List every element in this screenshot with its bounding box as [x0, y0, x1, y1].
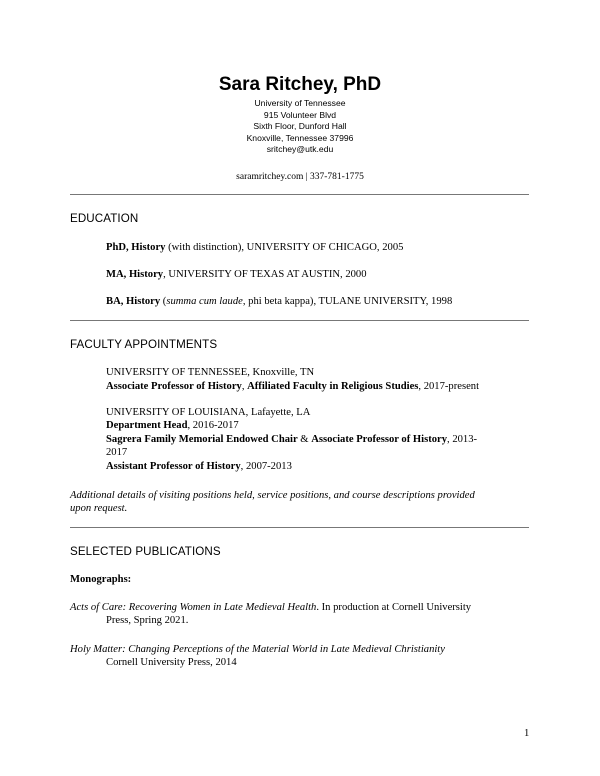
monographs-label — [70, 573, 131, 586]
author-name: Sara Ritchey, PhD — [218, 74, 382, 95]
title: Assistant Professor of History — [106, 461, 241, 472]
years: , 2013- — [447, 434, 478, 445]
publication-item — [70, 601, 471, 614]
appointment-chair-years: 2017 — [106, 447, 128, 458]
degree: BA, History — [106, 296, 161, 307]
publication-title: Holy Matter: Changing Perceptions of the Material World in Late Medieval Christianity — [70, 644, 445, 655]
publication-item-cont: Press, Spring 2021. — [106, 615, 189, 626]
note-line: upon request. — [70, 503, 128, 514]
page-number: 1 — [524, 728, 530, 739]
publication-title: Acts of Care: Recovering Women in Late Medieval Health — [70, 602, 317, 613]
appointment-tennessee — [106, 380, 479, 393]
faculty-note — [70, 502, 127, 515]
address-line: Knoxville, Tennessee 37996 — [246, 132, 354, 143]
publication-item-cont: Cornell University Press, 2014 — [106, 657, 237, 668]
faculty-note — [70, 489, 475, 502]
label: Monographs: — [70, 574, 132, 585]
title: Associate Professor of History — [311, 434, 448, 445]
appointment-assistant — [106, 460, 292, 473]
institution-tennessee: UNIVERSITY OF TENNESSEE, Knoxville, TN — [106, 367, 315, 378]
divider — [70, 527, 529, 528]
note-line: Additional details of visiting positions held, service positions, and course descriptions provided — [70, 490, 475, 501]
education-ba — [106, 295, 452, 308]
degree-details: , phi beta kappa), TULANE UNIVERSITY, 1998 — [242, 296, 453, 307]
degree: PhD, History — [106, 242, 166, 253]
title: Sagrera Family Memorial Endowed Chair — [106, 434, 298, 445]
degree-details: (with distinction), UNIVERSITY OF CHICAGO, 2005 — [165, 242, 404, 253]
publication-details: . In production at Cornell University — [316, 602, 472, 613]
years: , 2017-present — [418, 381, 480, 392]
publication-item — [70, 643, 445, 656]
appointment-dept-head — [106, 419, 239, 432]
divider — [70, 194, 529, 195]
honor: summa cum laude — [166, 296, 243, 307]
address-line: University of Tennessee — [254, 98, 346, 108]
degree-details: , UNIVERSITY OF TEXAS AT AUSTIN, 2000 — [163, 269, 367, 280]
education-ma — [106, 268, 367, 281]
education-phd — [106, 241, 403, 254]
title: Department Head — [106, 420, 188, 431]
separator: , — [241, 381, 248, 392]
section-heading-faculty: FACULTY APPOINTMENTS — [70, 338, 218, 351]
years: , 2007-2013 — [240, 461, 292, 472]
email: sritchey@utk.edu — [266, 144, 334, 154]
contact-line: saramritchey.com | 337-781-1775 — [236, 172, 364, 182]
degree: MA, History — [106, 269, 164, 280]
address-line: 915 Volunteer Blvd — [263, 109, 337, 120]
separator: & — [297, 434, 312, 445]
title: Associate Professor of History — [106, 381, 242, 392]
section-heading-publications: SELECTED PUBLICATIONS — [70, 545, 221, 558]
paren-open: ( — [160, 296, 167, 307]
years: , 2016-2017 — [187, 420, 239, 431]
institution-louisiana: UNIVERSITY OF LOUISIANA, Lafayette, LA — [106, 407, 311, 418]
address-line: Sixth Floor, Dunford Hall — [253, 121, 347, 131]
address-block — [0, 98, 600, 156]
appointment-chair — [106, 433, 477, 446]
divider — [70, 320, 529, 321]
title: Affiliated Faculty in Religious Studies — [247, 381, 419, 392]
section-heading-education: EDUCATION — [70, 212, 139, 225]
